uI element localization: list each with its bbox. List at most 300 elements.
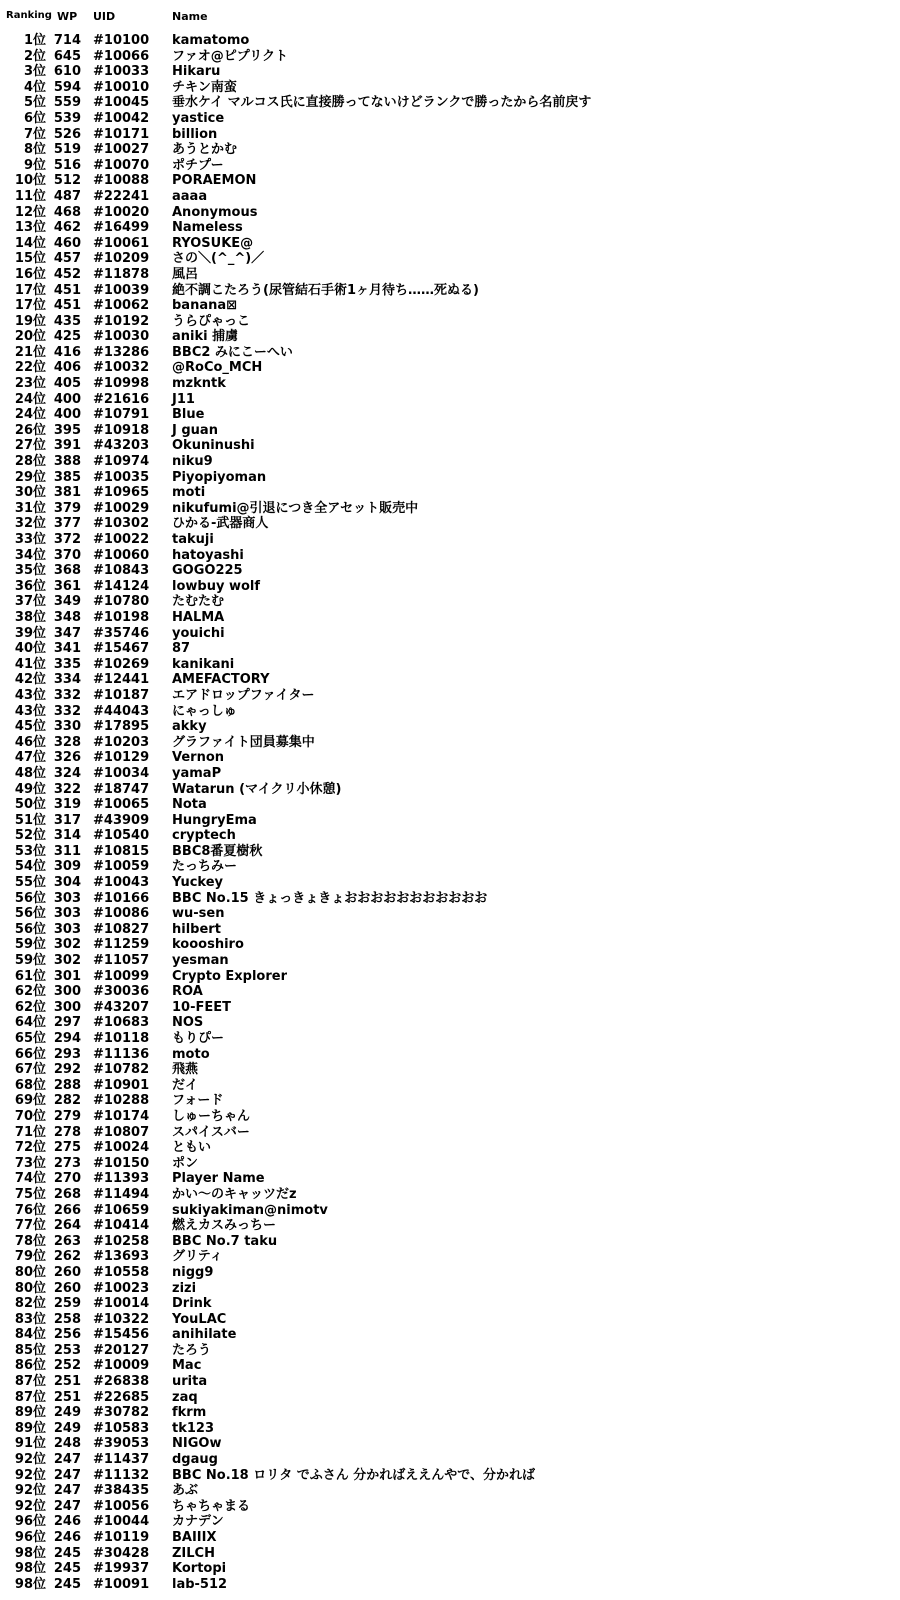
wp-cell: 328 (53, 734, 81, 750)
table-row (0, 33, 900, 49)
table-row (0, 1452, 900, 1468)
name-cell: たむたむ (172, 594, 225, 610)
name-cell: hilbert (172, 921, 221, 937)
name-cell: NIGOw (172, 1436, 222, 1452)
wp-cell: 256 (53, 1327, 81, 1343)
uid-cell: #10118 (93, 1031, 150, 1046)
table-row (0, 1390, 900, 1406)
table-row (0, 407, 900, 423)
uid-cell: #10807 (93, 1124, 150, 1140)
wp-cell: 245 (53, 1576, 81, 1592)
rank-cell: 30位 (14, 485, 46, 501)
rank-cell: 28位 (14, 454, 46, 470)
name-cell: urita (172, 1374, 208, 1390)
table-row (0, 1078, 900, 1094)
table-row (0, 1343, 900, 1359)
table-row (0, 1281, 900, 1297)
name-cell: Watarun (マイクリ小休憩) (172, 781, 342, 797)
uid-cell: #10198 (93, 609, 150, 625)
uid-cell: #10843 (93, 563, 150, 579)
uid-cell: #10192 (93, 313, 150, 329)
name-cell: wu-sen (172, 906, 225, 922)
table-row (0, 719, 900, 735)
uid-cell: #10010 (93, 79, 150, 95)
wp-cell: 304 (53, 875, 81, 891)
rank-cell: 62位 (14, 999, 46, 1015)
rank-cell: 53位 (14, 843, 46, 859)
name-cell: fkrm (172, 1405, 207, 1421)
name-cell: hatoyashi (172, 547, 244, 563)
wp-cell: 258 (53, 1311, 81, 1327)
table-row (0, 782, 900, 798)
table-row (0, 1156, 900, 1172)
uid-cell: #11393 (93, 1171, 150, 1187)
name-cell: ROA (172, 984, 203, 1000)
rank-cell: 14位 (14, 235, 46, 251)
name-cell: aniki 捕虜 (172, 329, 239, 345)
table-row (0, 1047, 900, 1063)
wp-cell: 322 (53, 781, 81, 797)
uid-cell: #10020 (93, 204, 150, 220)
name-cell: しゅーちゃん (172, 1108, 251, 1124)
rank-cell: 92位 (14, 1483, 46, 1499)
table-row (0, 688, 900, 704)
table-row (0, 1546, 900, 1562)
rank-cell: 78位 (14, 1233, 46, 1249)
rank-cell: 98位 (14, 1561, 46, 1577)
uid-cell: #10045 (93, 95, 150, 111)
name-cell: さの＼(^_^)／ (172, 251, 265, 267)
table-row (0, 267, 900, 283)
uid-cell: #10044 (93, 1514, 150, 1530)
table-row (0, 1358, 900, 1374)
table-row (0, 501, 900, 517)
rank-cell: 19位 (14, 313, 46, 329)
uid-cell: #10166 (93, 890, 150, 906)
table-row (0, 345, 900, 361)
wp-cell: 512 (53, 173, 81, 189)
wp-cell: 303 (53, 890, 81, 906)
table-row (0, 875, 900, 891)
table-row (0, 1203, 900, 1219)
wp-cell: 302 (53, 937, 81, 953)
table-row (0, 516, 900, 532)
name-cell: ちゃちゃまる (172, 1498, 251, 1514)
name-cell: 垂水ケイ マルコス氏に直接勝ってないけどランクで勝ったから名前戻す (172, 95, 592, 111)
name-cell: たっちみー (172, 859, 238, 875)
uid-cell: #10258 (93, 1233, 150, 1249)
name-cell: Player Name (172, 1171, 265, 1187)
name-cell: niku9 (172, 454, 213, 470)
name-cell: yamaP (172, 765, 222, 781)
table-row (0, 485, 900, 501)
wp-cell: 435 (53, 313, 81, 329)
uid-cell: #10209 (93, 251, 150, 267)
wp-cell: 457 (53, 251, 81, 267)
rank-cell: 12位 (14, 204, 46, 220)
name-cell: スパイスバー (172, 1124, 250, 1140)
name-cell: BBC8番夏樹秋 (172, 843, 263, 859)
wp-cell: 319 (53, 797, 81, 813)
name-cell: Vernon (172, 750, 225, 766)
name-cell: banana⊠ (172, 298, 238, 314)
table-row (0, 283, 900, 299)
name-cell: 10-FEET (172, 999, 231, 1015)
wp-cell: 594 (53, 79, 81, 95)
uid-cell: #10780 (93, 594, 150, 610)
table-row (0, 1514, 900, 1530)
table-row (0, 1436, 900, 1452)
name-cell: BBC2 みにこーへい (172, 344, 293, 360)
wp-cell: 452 (53, 266, 81, 282)
rank-cell: 61位 (14, 968, 46, 984)
rank-cell: 29位 (14, 469, 46, 485)
wp-cell: 391 (53, 438, 81, 454)
uid-cell: #10065 (93, 797, 150, 813)
name-cell: 飛燕 (172, 1062, 199, 1078)
name-cell: RYOSUKE@ (172, 235, 254, 251)
rank-cell: 20位 (14, 329, 46, 345)
uid-cell: #10150 (93, 1155, 150, 1171)
name-cell: kamatomo (172, 33, 250, 48)
uid-cell: #11437 (93, 1452, 150, 1468)
name-cell: koooshiro (172, 937, 244, 953)
rank-cell: 73位 (14, 1155, 46, 1171)
rank-cell: 98位 (14, 1576, 46, 1592)
name-cell: Hikaru (172, 64, 221, 80)
rank-cell: 23位 (14, 376, 46, 392)
table-row (0, 610, 900, 626)
name-cell: Piyopiyoman (172, 469, 267, 485)
wp-cell: 400 (53, 391, 81, 407)
table-row (0, 672, 900, 688)
wp-cell: 260 (53, 1264, 81, 1280)
wp-cell: 405 (53, 376, 81, 392)
wp-cell: 377 (53, 516, 81, 532)
name-cell: billion (172, 126, 218, 142)
uid-cell: #21616 (93, 391, 150, 407)
rank-cell: 83位 (14, 1311, 46, 1327)
table-row (0, 1499, 900, 1515)
rank-cell: 75位 (14, 1186, 46, 1202)
table-row (0, 470, 900, 486)
table-row (0, 626, 900, 642)
uid-cell: #26838 (93, 1374, 150, 1390)
uid-cell: #10088 (93, 173, 150, 189)
name-cell: BBC No.18 ロリタ でふさん 分かればええんやで、分かれば (172, 1467, 536, 1483)
table-row (0, 376, 900, 392)
uid-cell: #39053 (93, 1436, 150, 1452)
uid-cell: #10288 (93, 1093, 150, 1109)
rank-cell: 43位 (14, 703, 46, 719)
uid-cell: #30782 (93, 1405, 150, 1421)
wp-cell: 260 (53, 1280, 81, 1296)
table-row (0, 859, 900, 875)
rank-cell: 16位 (14, 266, 46, 282)
name-cell: kanikani (172, 656, 235, 672)
table-row (0, 1296, 900, 1312)
table-row (0, 220, 900, 236)
rank-cell: 4位 (23, 79, 46, 95)
table-row (0, 1062, 900, 1078)
uid-cell: #10414 (93, 1218, 150, 1234)
name-cell: Blue (172, 407, 205, 423)
wp-cell: 311 (53, 843, 81, 859)
table-row (0, 813, 900, 829)
name-cell: dgaug (172, 1452, 218, 1468)
rank-cell: 66位 (14, 1046, 46, 1062)
name-cell: もりぴー (172, 1031, 225, 1046)
wp-cell: 368 (53, 563, 81, 579)
uid-cell: #10014 (93, 1296, 150, 1312)
uid-cell: #20127 (93, 1342, 150, 1358)
rank-cell: 62位 (14, 984, 46, 1000)
wp-cell: 451 (53, 298, 81, 314)
wp-cell: 294 (53, 1031, 81, 1046)
name-cell: tk123 (172, 1420, 214, 1436)
uid-cell: #10187 (93, 687, 150, 703)
wp-cell: 539 (53, 110, 81, 126)
name-cell: ひかる-武器商人 (172, 516, 269, 532)
rank-cell: 47位 (14, 750, 46, 766)
wp-cell: 251 (53, 1389, 81, 1405)
rank-cell: 74位 (14, 1171, 46, 1187)
table-row (0, 953, 900, 969)
rank-cell: 82位 (14, 1296, 46, 1312)
wp-cell: 326 (53, 750, 81, 766)
uid-cell: #10659 (93, 1202, 150, 1218)
rank-cell: 35位 (14, 563, 46, 579)
table-row (0, 704, 900, 720)
wp-cell: 288 (53, 1077, 81, 1093)
rank-cell: 31位 (14, 500, 46, 516)
rank-cell: 10位 (14, 173, 46, 189)
wp-cell: 270 (53, 1171, 81, 1187)
uid-cell: #10558 (93, 1264, 150, 1280)
table-row (0, 1109, 900, 1125)
rank-cell: 54位 (14, 859, 46, 875)
uid-cell: #15467 (93, 641, 150, 657)
table-row (0, 205, 900, 221)
name-cell: Nota (172, 797, 207, 813)
table-row (0, 189, 900, 205)
uid-cell: #10022 (93, 532, 150, 547)
rank-cell: 59位 (14, 937, 46, 953)
name-cell: ZILCH (172, 1545, 215, 1561)
header-uid: UID (93, 10, 116, 23)
name-cell: Okuninushi (172, 438, 255, 454)
uid-cell: #11259 (93, 937, 150, 953)
rank-cell: 69位 (14, 1093, 46, 1109)
uid-cell: #10683 (93, 1015, 150, 1031)
wp-cell: 516 (53, 157, 81, 173)
wp-cell: 264 (53, 1218, 81, 1234)
name-cell: だイ (172, 1077, 199, 1093)
name-cell: takuji (172, 532, 214, 547)
uid-cell: #10100 (93, 33, 150, 48)
wp-cell: 273 (53, 1155, 81, 1171)
rank-cell: 68位 (14, 1077, 46, 1093)
rank-cell: 80位 (14, 1264, 46, 1280)
uid-cell: #10029 (93, 500, 150, 516)
rank-cell: 11位 (14, 188, 46, 204)
wp-cell: 714 (53, 33, 81, 48)
wp-cell: 526 (53, 126, 81, 142)
wp-cell: 334 (53, 672, 81, 688)
table-row (0, 1577, 900, 1593)
rank-cell: 41位 (14, 656, 46, 672)
name-cell: Drink (172, 1296, 212, 1312)
table-row (0, 1218, 900, 1234)
uid-cell: #10066 (93, 48, 150, 64)
table-row (0, 1140, 900, 1156)
wp-cell: 300 (53, 999, 81, 1015)
uid-cell: #19937 (93, 1561, 150, 1577)
wp-cell: 332 (53, 703, 81, 719)
wp-cell: 314 (53, 828, 81, 844)
wp-cell: 246 (53, 1514, 81, 1530)
wp-cell: 559 (53, 95, 81, 111)
name-cell: Yuckey (172, 875, 224, 891)
rank-cell: 80位 (14, 1280, 46, 1296)
wp-cell: 262 (53, 1249, 81, 1265)
uid-cell: #10023 (93, 1280, 150, 1296)
rank-cell: 13位 (14, 220, 46, 236)
name-cell: lab-512 (172, 1576, 228, 1592)
rank-cell: 34位 (14, 547, 46, 563)
table-row (0, 1468, 900, 1484)
rank-cell: 38位 (14, 609, 46, 625)
name-cell: yastice (172, 110, 225, 126)
uid-cell: #10043 (93, 875, 150, 891)
table-row (0, 454, 900, 470)
name-cell: あぶ (172, 1483, 199, 1499)
uid-cell: #38435 (93, 1483, 150, 1499)
wp-cell: 252 (53, 1358, 81, 1374)
name-cell: sukiyakiman@nimotv (172, 1202, 328, 1218)
header-wp: WP (57, 10, 78, 23)
uid-cell: #10091 (93, 1576, 150, 1592)
name-cell: たろう (172, 1342, 212, 1358)
wp-cell: 335 (53, 656, 81, 672)
wp-cell: 282 (53, 1093, 81, 1109)
wp-cell: 406 (53, 360, 81, 376)
table-row (0, 95, 900, 111)
name-cell: zizi (172, 1280, 197, 1296)
wp-cell: 645 (53, 48, 81, 64)
rank-cell: 24位 (14, 407, 46, 423)
uid-cell: #10965 (93, 485, 150, 501)
table-row (0, 844, 900, 860)
uid-cell: #10901 (93, 1077, 150, 1093)
uid-cell: #11136 (93, 1046, 150, 1062)
rank-cell: 56位 (14, 906, 46, 922)
table-row (0, 594, 900, 610)
name-cell: nigg9 (172, 1264, 214, 1280)
uid-cell: #15456 (93, 1327, 150, 1343)
table-row (0, 1125, 900, 1141)
rank-cell: 37位 (14, 594, 46, 610)
name-cell: 燃えカスみっちー (172, 1218, 277, 1234)
table-row (0, 891, 900, 907)
uid-cell: #11132 (93, 1467, 150, 1483)
rank-cell: 15位 (14, 251, 46, 267)
name-cell: グラファイト団員募集中 (172, 734, 315, 750)
wp-cell: 247 (53, 1467, 81, 1483)
rank-cell: 64位 (14, 1015, 46, 1031)
name-cell: ファオ@ピプリクト (172, 48, 288, 64)
name-cell: HungryEma (172, 812, 257, 828)
rank-cell: 86位 (14, 1358, 46, 1374)
table-row (0, 937, 900, 953)
table-row (0, 1374, 900, 1390)
name-cell: BBC No.7 taku (172, 1233, 278, 1249)
uid-cell: #12441 (93, 672, 150, 688)
name-cell: フォード (172, 1093, 224, 1109)
uid-cell: #10974 (93, 454, 150, 470)
uid-cell: #44043 (93, 703, 150, 719)
uid-cell: #10086 (93, 906, 150, 922)
table-row (0, 111, 900, 127)
wp-cell: 349 (53, 594, 81, 610)
name-cell: 87 (172, 641, 191, 657)
wp-cell: 385 (53, 469, 81, 485)
name-cell: Anonymous (172, 204, 258, 220)
rank-cell: 6位 (23, 110, 46, 126)
name-cell: @RoCo_MCH (172, 360, 263, 376)
uid-cell: #43203 (93, 438, 150, 454)
table-row (0, 906, 900, 922)
name-cell: Crypto Explorer (172, 968, 288, 984)
rank-cell: 50位 (14, 797, 46, 813)
table-row (0, 158, 900, 174)
table-header (0, 10, 900, 26)
table-row (0, 1421, 900, 1437)
rank-cell: 87位 (14, 1389, 46, 1405)
wp-cell: 395 (53, 422, 81, 438)
table-row (0, 251, 900, 267)
rank-cell: 32位 (14, 516, 46, 532)
uid-cell: #30036 (93, 984, 150, 1000)
table-row (0, 298, 900, 314)
name-cell: youichi (172, 625, 225, 641)
table-row (0, 1483, 900, 1499)
wp-cell: 462 (53, 220, 81, 236)
name-cell: エアドロップファイター (172, 687, 315, 703)
name-cell: GOGO225 (172, 563, 243, 579)
wp-cell: 379 (53, 500, 81, 516)
uid-cell: #35746 (93, 625, 150, 641)
table-row (0, 1561, 900, 1577)
rank-cell: 52位 (14, 828, 46, 844)
table-row (0, 579, 900, 595)
wp-cell: 381 (53, 485, 81, 501)
wp-cell: 348 (53, 609, 81, 625)
uid-cell: #10060 (93, 547, 150, 563)
rank-cell: 24位 (14, 391, 46, 407)
rank-cell: 45位 (14, 719, 46, 735)
table-row (0, 423, 900, 439)
wp-cell: 248 (53, 1436, 81, 1452)
rank-cell: 36位 (14, 578, 46, 594)
header-ranking: Ranking (6, 10, 52, 21)
name-cell: あうとかむ (172, 142, 238, 158)
rank-cell: 89位 (14, 1405, 46, 1421)
rank-cell: 59位 (14, 953, 46, 969)
wp-cell: 519 (53, 142, 81, 158)
wp-cell: 249 (53, 1420, 81, 1436)
name-cell: にゃっしゅ (172, 703, 237, 719)
